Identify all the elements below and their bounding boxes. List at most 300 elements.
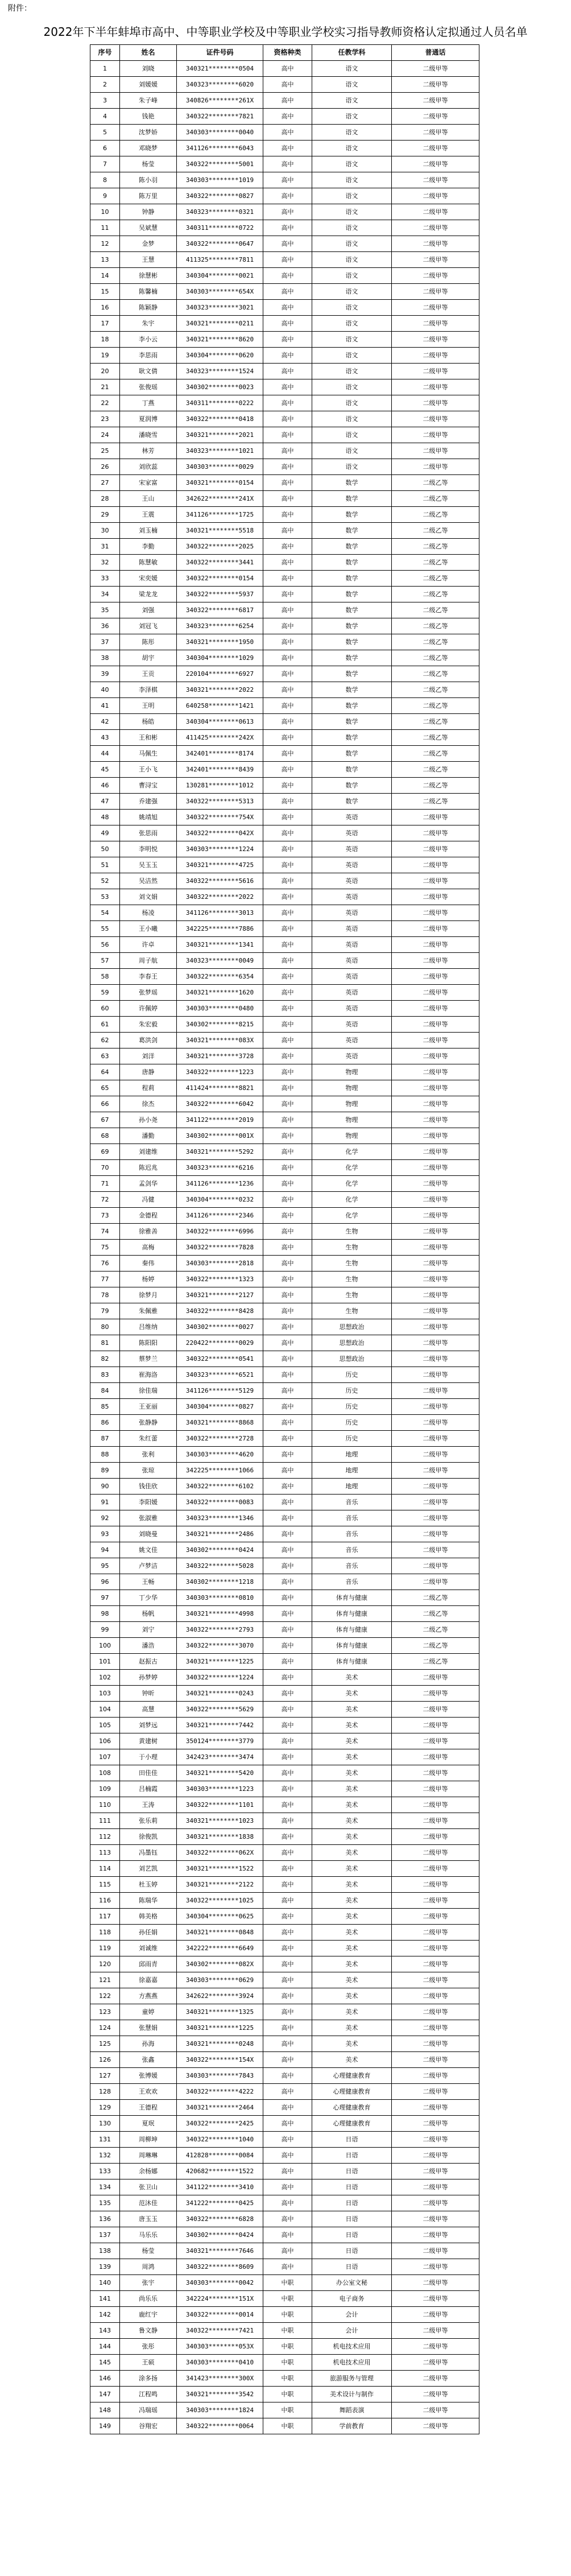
cell-id-number: 340323********1346 [177,1510,263,1526]
cell-subject: 日语 [312,2148,392,2164]
cell-name: 潘勤 [120,1128,177,1144]
cell-qualification-type: 高中 [263,2179,312,2195]
cell-mandarin-level: 二级甲等 [392,1558,479,1574]
cell-mandarin-level: 二级乙等 [392,666,479,682]
cell-mandarin-level: 二级乙等 [392,1638,479,1654]
cell-name: 高慧 [120,1702,177,1718]
cell-subject: 英语 [312,953,392,969]
cell-name: 涂多扬 [120,2371,177,2387]
cell-index: 68 [90,1128,120,1144]
cell-qualification-type: 高中 [263,1128,312,1144]
cell-mandarin-level: 二级甲等 [392,2084,479,2100]
cell-mandarin-level: 二级甲等 [392,268,479,284]
cell-name: 刘宁 [120,1622,177,1638]
cell-name: 程莉 [120,1080,177,1096]
cell-mandarin-level: 二级甲等 [392,1988,479,2004]
table-row [90,730,479,746]
cell-subject: 美术 [312,1718,392,1733]
cell-mandarin-level: 二级甲等 [392,2020,479,2036]
cell-mandarin-level: 二级甲等 [392,1463,479,1479]
table-row [90,905,479,921]
cell-name: 黄建树 [120,1733,177,1749]
table-row [90,1001,479,1017]
cell-subject: 语文 [312,188,392,204]
cell-id-number: 342622********3924 [177,1988,263,2004]
table-row [90,125,479,141]
cell-id-number: 340303********053X [177,2339,263,2355]
cell-mandarin-level: 二级甲等 [392,2371,479,2387]
cell-id-number: 340303********0029 [177,459,263,475]
cell-name: 童婷 [120,2004,177,2020]
cell-mandarin-level: 二级甲等 [392,1956,479,1972]
cell-qualification-type: 高中 [263,1208,312,1224]
cell-qualification-type: 中职 [263,2339,312,2355]
cell-mandarin-level: 二级甲等 [392,2291,479,2307]
cell-mandarin-level: 二级甲等 [392,969,479,985]
cell-subject: 英语 [312,1017,392,1033]
table-row [90,2259,479,2275]
table-row [90,714,479,730]
cell-index: 2 [90,77,120,93]
cell-name: 蔡梦兰 [120,1351,177,1367]
cell-qualification-type: 高中 [263,443,312,459]
cell-index: 65 [90,1080,120,1096]
cell-subject: 体育与健康 [312,1654,392,1670]
cell-qualification-type: 高中 [263,1638,312,1654]
cell-subject: 美术 [312,1972,392,1988]
cell-id-number: 340321********3728 [177,1048,263,1064]
cell-subject: 美术 [312,1813,392,1829]
cell-qualification-type: 高中 [263,666,312,682]
cell-name: 朱红蕾 [120,1431,177,1447]
table-row [90,268,479,284]
cell-id-number: 340321********8868 [177,1415,263,1431]
cell-mandarin-level: 二级甲等 [392,2179,479,2195]
cell-id-number: 341126********3013 [177,905,263,921]
cell-mandarin-level: 二级甲等 [392,141,479,156]
table-row [90,475,479,491]
cell-subject: 语文 [312,236,392,252]
cell-mandarin-level: 二级甲等 [392,411,479,427]
cell-qualification-type: 高中 [263,125,312,141]
table-row [90,459,479,475]
cell-name: 鹿红宇 [120,2307,177,2323]
cell-subject: 英语 [312,1001,392,1017]
table-row [90,2355,479,2371]
cell-subject: 物理 [312,1128,392,1144]
cell-subject: 数学 [312,634,392,650]
cell-name: 孙任娟 [120,1925,177,1941]
cell-id-number: 340302********0424 [177,2227,263,2243]
cell-index: 109 [90,1781,120,1797]
cell-qualification-type: 高中 [263,2243,312,2259]
table-row [90,810,479,825]
cell-name: 刘强 [120,602,177,618]
table-row [90,1160,479,1176]
cell-index: 76 [90,1256,120,1272]
table-row [90,1686,479,1702]
cell-mandarin-level: 二级甲等 [392,1686,479,1702]
cell-subject: 数学 [312,650,392,666]
cell-subject: 美术 [312,1845,392,1861]
cell-subject: 音乐 [312,1558,392,1574]
table-row [90,220,479,236]
cell-qualification-type: 高中 [263,1829,312,1845]
cell-qualification-type: 高中 [263,1622,312,1638]
cell-subject: 英语 [312,1048,392,1064]
table-row [90,666,479,682]
cell-qualification-type: 高中 [263,2084,312,2100]
cell-id-number: 340322********3441 [177,555,263,571]
cell-id-number: 342224********151X [177,2291,263,2307]
cell-subject: 美术 [312,1702,392,1718]
cell-mandarin-level: 二级甲等 [392,1829,479,1845]
cell-name: 周琳琳 [120,2148,177,2164]
cell-mandarin-level: 二级甲等 [392,2052,479,2068]
cell-mandarin-level: 二级乙等 [392,746,479,762]
cell-name: 邱雨青 [120,1956,177,1972]
cell-index: 56 [90,937,120,953]
cell-name: 王畅 [120,1574,177,1590]
cell-qualification-type: 高中 [263,873,312,889]
cell-qualification-type: 高中 [263,1749,312,1765]
cell-id-number: 340321********0248 [177,2036,263,2052]
cell-id-number: 340322********0647 [177,236,263,252]
cell-mandarin-level: 二级甲等 [392,1367,479,1383]
cell-name: 王欢欢 [120,2084,177,2100]
cell-name: 李小云 [120,332,177,348]
cell-id-number: 340303********1224 [177,841,263,857]
cell-index: 19 [90,348,120,364]
cell-qualification-type: 高中 [263,634,312,650]
cell-mandarin-level: 二级甲等 [392,1287,479,1303]
cell-subject: 美术 [312,1956,392,1972]
cell-qualification-type: 高中 [263,1702,312,1718]
cell-qualification-type: 高中 [263,2259,312,2275]
cell-index: 38 [90,650,120,666]
table-row [90,2020,479,2036]
cell-name: 林芳 [120,443,177,459]
cell-index: 129 [90,2100,120,2116]
table-row [90,1495,479,1510]
table-row [90,1702,479,1718]
cell-id-number: 340321********2127 [177,1287,263,1303]
cell-qualification-type: 高中 [263,1606,312,1622]
cell-qualification-type: 高中 [263,379,312,395]
cell-index: 119 [90,1941,120,1956]
cell-qualification-type: 高中 [263,1017,312,1033]
cell-qualification-type: 中职 [263,2307,312,2323]
cell-qualification-type: 高中 [263,682,312,698]
cell-subject: 语文 [312,109,392,125]
cell-mandarin-level: 二级甲等 [392,2227,479,2243]
cell-mandarin-level: 二级甲等 [392,1925,479,1941]
table-row [90,1240,479,1256]
cell-mandarin-level: 二级甲等 [392,1813,479,1829]
table-row [90,443,479,459]
cell-name: 刘冠飞 [120,618,177,634]
cell-name: 张思雨 [120,825,177,841]
cell-id-number: 340322********1224 [177,1670,263,1686]
cell-index: 21 [90,379,120,395]
cell-qualification-type: 高中 [263,1813,312,1829]
cell-mandarin-level: 二级甲等 [392,841,479,857]
table-row [90,1733,479,1749]
cell-qualification-type: 高中 [263,714,312,730]
cell-index: 63 [90,1048,120,1064]
cell-id-number: 340303********1824 [177,2402,263,2418]
cell-id-number: 340322********062X [177,1845,263,1861]
table-row [90,825,479,841]
table-row [90,1224,479,1240]
cell-qualification-type: 高中 [263,1033,312,1048]
cell-index: 71 [90,1176,120,1192]
cell-name: 钱佳欣 [120,1479,177,1495]
table-row [90,348,479,364]
cell-index: 126 [90,2052,120,2068]
cell-subject: 音乐 [312,1526,392,1542]
cell-name: 宋家富 [120,475,177,491]
cell-name: 丁燕 [120,395,177,411]
table-row [90,1463,479,1479]
table-row [90,1797,479,1813]
cell-qualification-type: 高中 [263,1192,312,1208]
cell-subject: 生物 [312,1287,392,1303]
cell-subject: 语文 [312,364,392,379]
cell-id-number: 340303********1223 [177,1781,263,1797]
cell-name: 田佳佳 [120,1765,177,1781]
cell-name: 朱宏毅 [120,1017,177,1033]
table-row [90,2148,479,2164]
cell-qualification-type: 高中 [263,1988,312,2004]
cell-name: 胡宇 [120,650,177,666]
table-row [90,1319,479,1335]
cell-name: 夏珉 [120,2116,177,2132]
cell-mandarin-level: 二级乙等 [392,1590,479,1606]
cell-index: 107 [90,1749,120,1765]
cell-mandarin-level: 二级甲等 [392,364,479,379]
cell-subject: 语文 [312,61,392,77]
cell-mandarin-level: 二级甲等 [392,1415,479,1431]
cell-mandarin-level: 二级甲等 [392,1510,479,1526]
cell-subject: 美术 [312,2036,392,2052]
cell-qualification-type: 高中 [263,1048,312,1064]
cell-name: 陈万里 [120,188,177,204]
cell-mandarin-level: 二级甲等 [392,1048,479,1064]
table-row [90,698,479,714]
cell-name: 孟剑华 [120,1176,177,1192]
table-row [90,1558,479,1574]
cell-name: 张鑫 [120,2052,177,2068]
cell-subject: 语文 [312,395,392,411]
cell-mandarin-level: 二级甲等 [392,810,479,825]
cell-id-number: 340323********6216 [177,1160,263,1176]
cell-name: 耿文倩 [120,364,177,379]
cell-id-number: 342622********241X [177,491,263,507]
cell-id-number: 342423********3474 [177,1749,263,1765]
cell-qualification-type: 高中 [263,2036,312,2052]
cell-index: 35 [90,602,120,618]
table-row [90,1080,479,1096]
table-row [90,2402,479,2418]
table-row [90,1861,479,1877]
cell-subject: 旅游服务与管理 [312,2371,392,2387]
cell-subject: 语文 [312,316,392,332]
cell-subject: 语文 [312,156,392,172]
cell-index: 67 [90,1112,120,1128]
header-qualification-type: 资格种类 [263,45,312,61]
cell-name: 刘欣蕊 [120,459,177,475]
cell-subject: 心理健康教育 [312,2084,392,2100]
table-row [90,1877,479,1893]
table-row [90,523,479,539]
cell-id-number: 342401********8439 [177,762,263,778]
cell-qualification-type: 高中 [263,1495,312,1510]
cell-subject: 数学 [312,730,392,746]
cell-mandarin-level: 二级甲等 [392,284,479,300]
table-row [90,857,479,873]
table-row [90,364,479,379]
cell-index: 122 [90,1988,120,2004]
cell-qualification-type: 高中 [263,188,312,204]
cell-index: 15 [90,284,120,300]
cell-qualification-type: 高中 [263,523,312,539]
table-row [90,2387,479,2402]
cell-id-number: 340321********1225 [177,1654,263,1670]
cell-index: 33 [90,571,120,587]
cell-qualification-type: 高中 [263,1335,312,1351]
table-row [90,1479,479,1495]
cell-mandarin-level: 二级甲等 [392,825,479,841]
cell-qualification-type: 高中 [263,2211,312,2227]
cell-qualification-type: 高中 [263,555,312,571]
cell-qualification-type: 高中 [263,1574,312,1590]
cell-qualification-type: 高中 [263,762,312,778]
cell-qualification-type: 高中 [263,1877,312,1893]
cell-mandarin-level: 二级甲等 [392,921,479,937]
table-row [90,2418,479,2434]
cell-name: 潘晓雪 [120,427,177,443]
cell-mandarin-level: 二级甲等 [392,905,479,921]
cell-index: 45 [90,762,120,778]
cell-subject: 数学 [312,618,392,634]
table-row [90,2004,479,2020]
cell-id-number: 340321********5420 [177,1765,263,1781]
cell-index: 11 [90,220,120,236]
cell-index: 8 [90,172,120,188]
table-row [90,937,479,953]
cell-id-number: 340322********1040 [177,2132,263,2148]
header-index: 序号 [90,45,120,61]
cell-qualification-type: 高中 [263,459,312,475]
cell-mandarin-level: 二级甲等 [392,1033,479,1048]
cell-subject: 心理健康教育 [312,2116,392,2132]
cell-mandarin-level: 二级甲等 [392,2243,479,2259]
cell-qualification-type: 高中 [263,889,312,905]
cell-id-number: 130281********1012 [177,778,263,794]
cell-qualification-type: 高中 [263,1240,312,1256]
cell-id-number: 340323********0049 [177,953,263,969]
cell-qualification-type: 高中 [263,2148,312,2164]
table-row [90,1112,479,1128]
table-row [90,2116,479,2132]
cell-index: 31 [90,539,120,555]
cell-qualification-type: 高中 [263,1256,312,1272]
cell-index: 85 [90,1399,120,1415]
cell-name: 吴斌慧 [120,220,177,236]
cell-mandarin-level: 二级乙等 [392,587,479,602]
table-row [90,491,479,507]
table-row [90,2084,479,2100]
cell-name: 徐嘉嘉 [120,1972,177,1988]
cell-id-number: 340322********1101 [177,1797,263,1813]
cell-mandarin-level: 二级乙等 [392,698,479,714]
cell-id-number: 340321********0154 [177,475,263,491]
cell-name: 张淑雅 [120,1510,177,1526]
cell-qualification-type: 高中 [263,1463,312,1479]
cell-subject: 语文 [312,204,392,220]
cell-mandarin-level: 二级甲等 [392,1670,479,1686]
cell-qualification-type: 高中 [263,602,312,618]
table-row [90,1367,479,1383]
cell-mandarin-level: 二级甲等 [392,204,479,220]
cell-subject: 英语 [312,937,392,953]
cell-qualification-type: 高中 [263,156,312,172]
cell-index: 13 [90,252,120,268]
cell-id-number: 340311********0722 [177,220,263,236]
cell-mandarin-level: 二级甲等 [392,1718,479,1733]
cell-index: 78 [90,1287,120,1303]
cell-name: 刘玉楠 [120,523,177,539]
cell-id-number: 340304********0625 [177,1909,263,1925]
cell-id-number: 340322********6996 [177,1224,263,1240]
cell-qualification-type: 高中 [263,1176,312,1192]
table-row [90,1064,479,1080]
cell-qualification-type: 高中 [263,1351,312,1367]
cell-qualification-type: 高中 [263,2100,312,2116]
cell-mandarin-level: 二级甲等 [392,1781,479,1797]
cell-qualification-type: 高中 [263,1510,312,1526]
cell-subject: 地理 [312,1463,392,1479]
cell-index: 55 [90,921,120,937]
cell-mandarin-level: 二级甲等 [392,2068,479,2084]
table-row [90,1192,479,1208]
cell-mandarin-level: 二级乙等 [392,650,479,666]
table-row [90,794,479,810]
table-row [90,571,479,587]
cell-subject: 体育与健康 [312,1590,392,1606]
cell-id-number: 340321********7442 [177,1718,263,1733]
table-row [90,2227,479,2243]
cell-index: 102 [90,1670,120,1686]
cell-mandarin-level: 二级甲等 [392,985,479,1001]
cell-qualification-type: 高中 [263,475,312,491]
cell-index: 105 [90,1718,120,1733]
cell-mandarin-level: 二级甲等 [392,2275,479,2291]
cell-mandarin-level: 二级乙等 [392,634,479,650]
table-row [90,1893,479,1909]
cell-index: 127 [90,2068,120,2084]
cell-name: 朱子峰 [120,93,177,109]
cell-index: 144 [90,2339,120,2355]
cell-id-number: 340303********0042 [177,2275,263,2291]
cell-subject: 电子商务 [312,2291,392,2307]
cell-index: 7 [90,156,120,172]
cell-mandarin-level: 二级甲等 [392,1096,479,1112]
cell-id-number: 342225********1066 [177,1463,263,1479]
cell-subject: 思想政治 [312,1335,392,1351]
cell-qualification-type: 高中 [263,1272,312,1287]
